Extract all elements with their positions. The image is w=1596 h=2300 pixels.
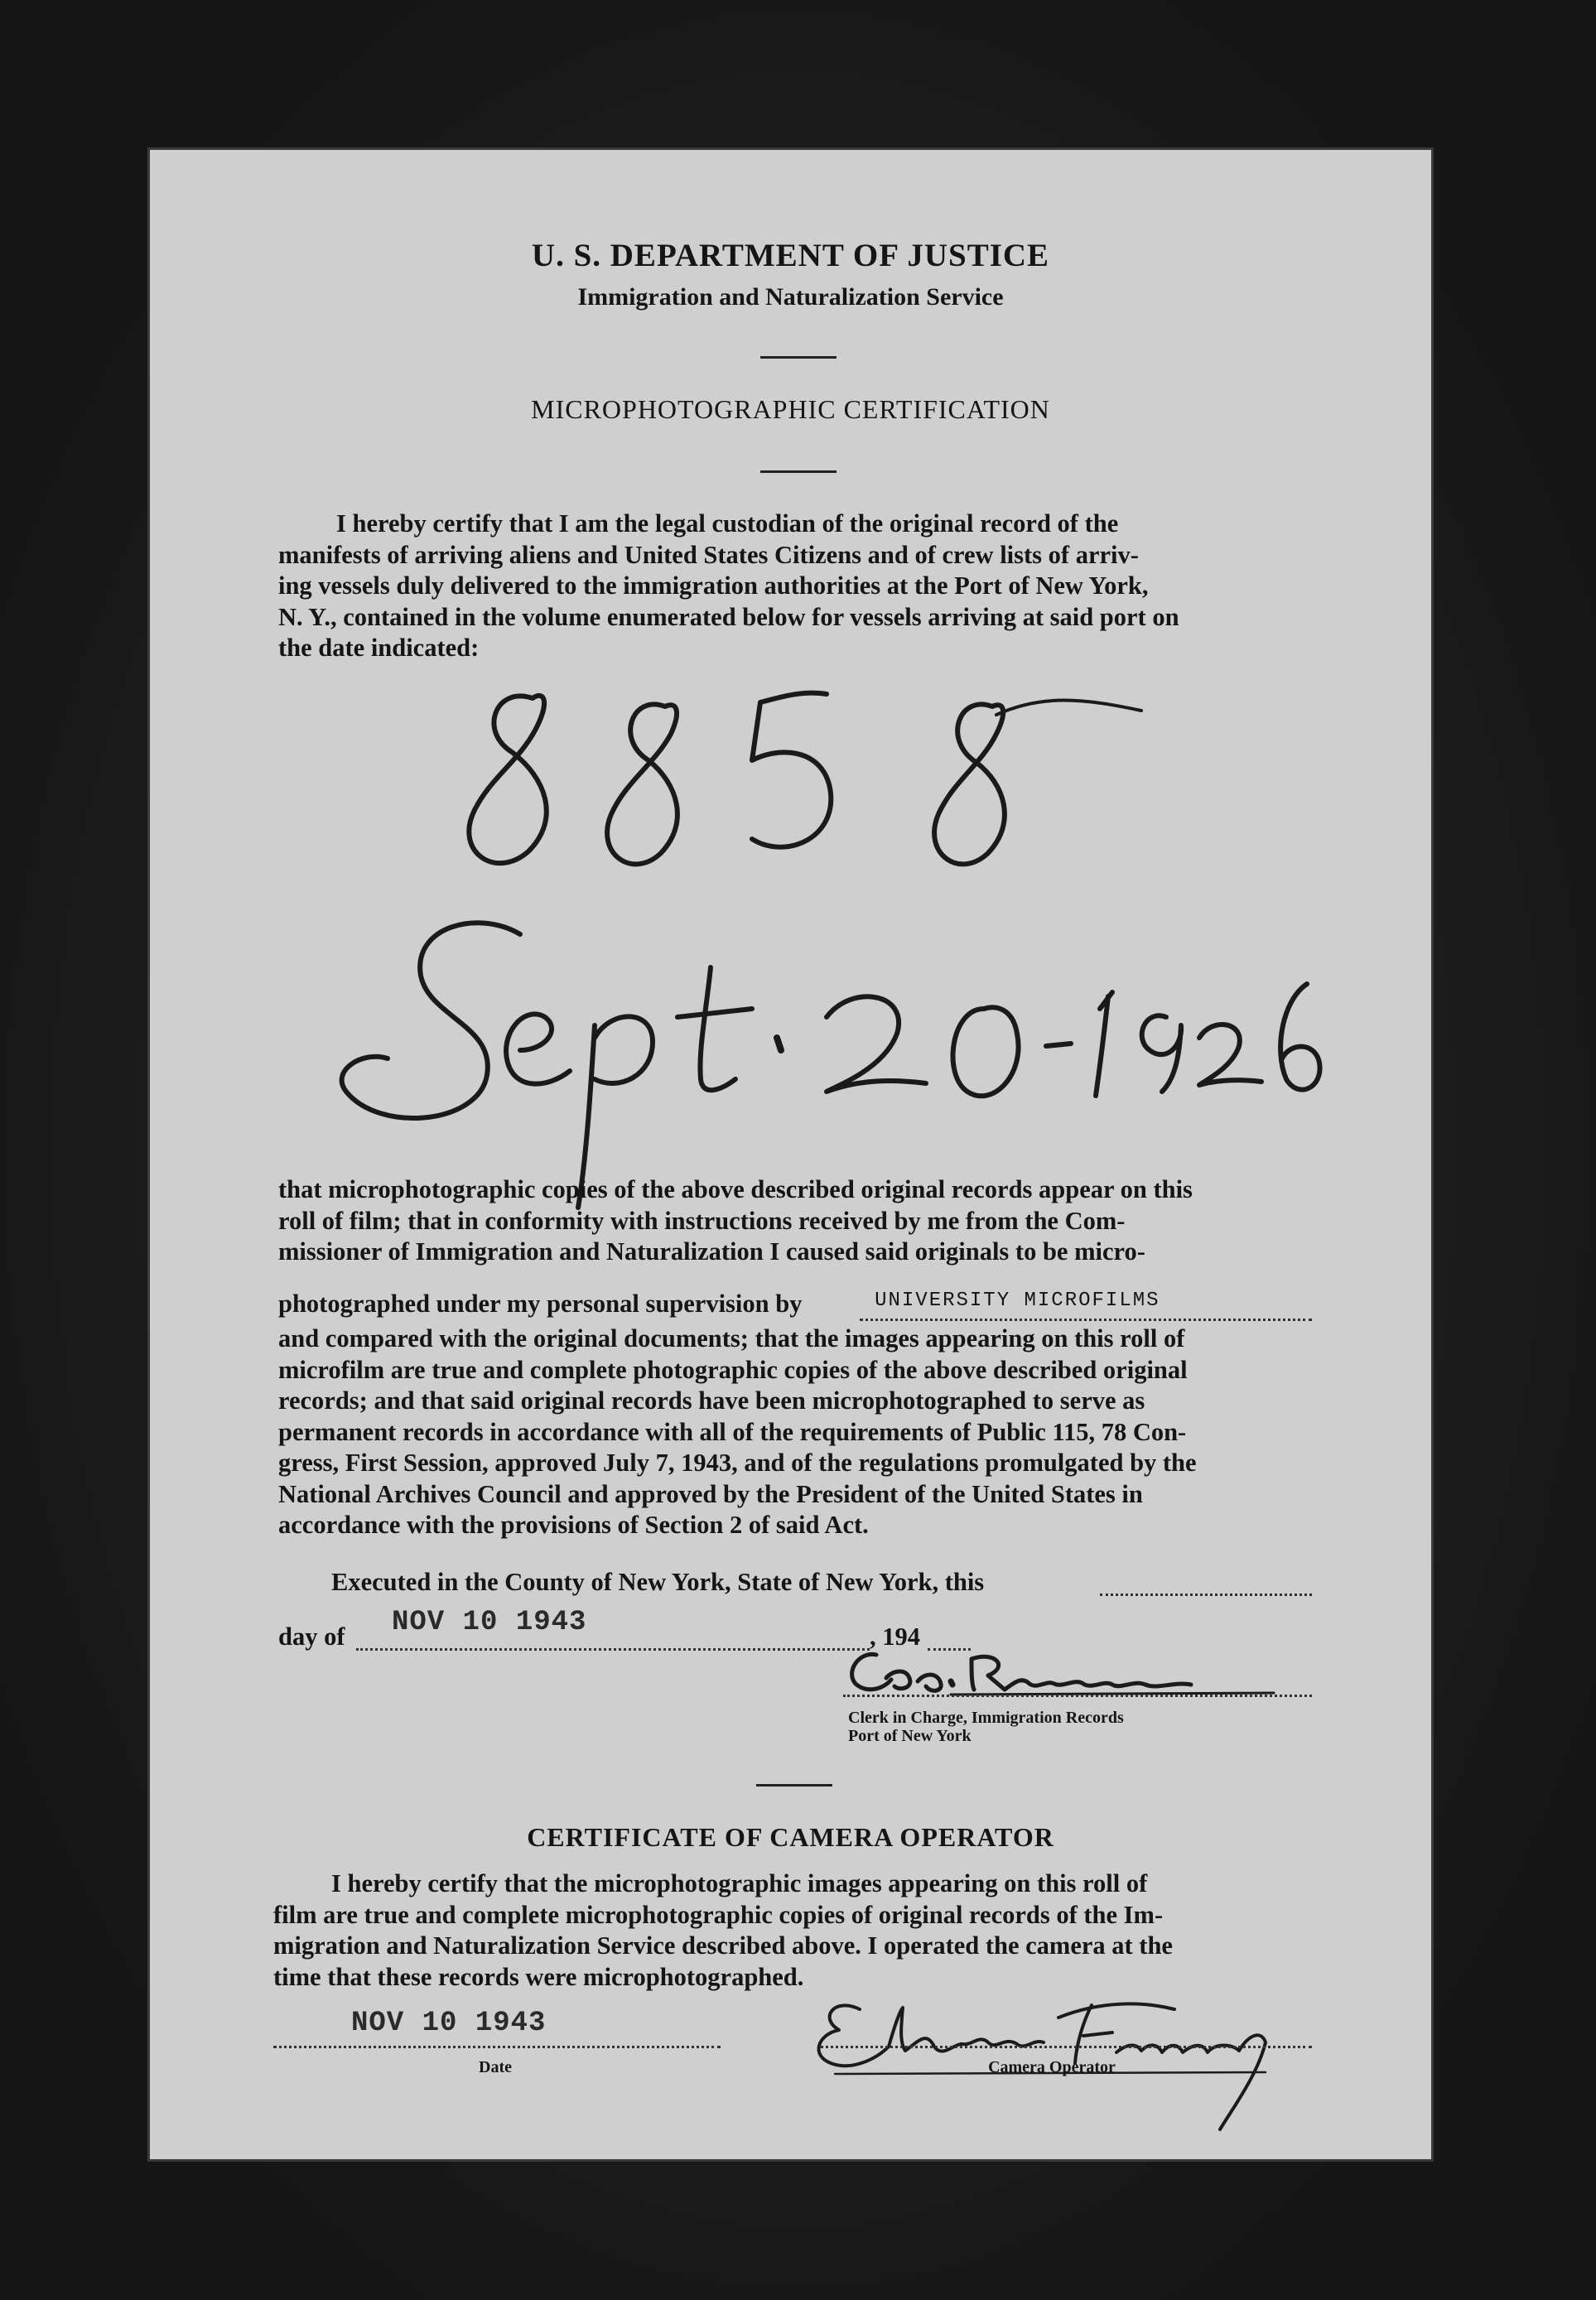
camera-operator-label: Camera Operator xyxy=(988,2058,1116,2076)
body-line: roll of film; that in conformity with instructions received by me from the Com- xyxy=(278,1206,1126,1235)
camera-date-dotted-line xyxy=(273,2046,721,2048)
camera-line: I hereby certify that the microphotographic images appearing on this roll of xyxy=(331,1869,1148,1897)
supervision-lead: photographed under my personal supervision by xyxy=(278,1290,803,1318)
camera-operator-heading: CERTIFICATE OF CAMERA OPERATOR xyxy=(527,1822,1054,1852)
executed-date-stamp: NOV 10 1943 xyxy=(392,1607,587,1638)
camera-operator-paragraph xyxy=(273,1868,1315,1993)
body-line: and compared with the original documents; that the images appearing on this roll of xyxy=(278,1324,1185,1353)
clerk-signature xyxy=(827,1638,1324,1713)
day-of-label: day of xyxy=(278,1623,345,1651)
body-line: missioner of Immigration and Naturalization I caused said originals to be micro- xyxy=(278,1237,1145,1266)
certification-title: MICROPHOTOGRAPHIC CERTIFICATION xyxy=(531,394,1050,424)
body-line: records; and that said original records have been microphotographed to serve as xyxy=(278,1386,1145,1415)
department-heading: U. S. DEPARTMENT OF JUSTICE xyxy=(531,238,1050,273)
body-line: that microphotographic copies of the above described original records appear on this xyxy=(278,1175,1193,1203)
section-divider xyxy=(756,1784,832,1786)
year-label: , 194 xyxy=(870,1623,920,1651)
executed-dotted-line xyxy=(1100,1594,1312,1596)
header-divider-top xyxy=(760,356,837,359)
service-subheading: Immigration and Naturalization Service xyxy=(577,283,1004,311)
intro-line: N. Y., contained in the volume enumerated below for vessels arriving at said port on xyxy=(278,602,1179,631)
clerk-title: Clerk in Charge, Immigration Records xyxy=(848,1709,1124,1727)
body-line: National Archives Council and approved by the President of the United States in xyxy=(278,1479,1143,1508)
date-label: Date xyxy=(479,2058,512,2076)
intro-line: the date indicated: xyxy=(278,634,480,662)
body-line: microfilm are true and complete photographic copies of the above described original xyxy=(278,1355,1188,1384)
camera-line: film are true and complete microphotographic copies of original records of the Im- xyxy=(273,1900,1164,1929)
body-line: accordance with the provisions of Section 2 of said Act. xyxy=(278,1511,869,1539)
body-line: gress, First Session, approved July 7, 1943, and of the regulations promulgated by the xyxy=(278,1449,1197,1477)
intro-paragraph xyxy=(278,509,1312,664)
clerk-dotted-line xyxy=(843,1695,1312,1697)
clerk-port: Port of New York xyxy=(848,1727,972,1745)
intro-line: manifests of arriving aliens and United States Citizens and of crew lists of arriv- xyxy=(278,540,1139,569)
intro-line: I hereby certify that I am the legal custodian of the original record of the xyxy=(336,509,1119,538)
body-paragraph xyxy=(278,1174,1312,1268)
header-divider-bottom xyxy=(760,470,837,473)
intro-line: ing vessels duly delivered to the immigration authorities at the Port of New York, xyxy=(278,571,1149,600)
camera-line: migration and Naturalization Service described above. I operated the camera at the xyxy=(273,1931,1173,1960)
certification-document xyxy=(147,147,1434,2162)
day-of-dotted-line xyxy=(356,1648,870,1651)
executed-line: Executed in the County of New York, State of New York, this xyxy=(331,1568,985,1596)
camera-operator-dotted-line xyxy=(820,2046,1312,2048)
camera-line: time that these records were microphotographed. xyxy=(273,1962,804,1991)
microfilm-company: UNIVERSITY MICROFILMS xyxy=(875,1290,1160,1312)
camera-date-stamp: NOV 10 1943 xyxy=(351,2008,547,2039)
body-paragraph-continued xyxy=(278,1324,1312,1541)
body-line: permanent records in accordance with all of the requirements of Public 115, 78 Con- xyxy=(278,1417,1187,1446)
company-dotted-line xyxy=(860,1319,1312,1321)
